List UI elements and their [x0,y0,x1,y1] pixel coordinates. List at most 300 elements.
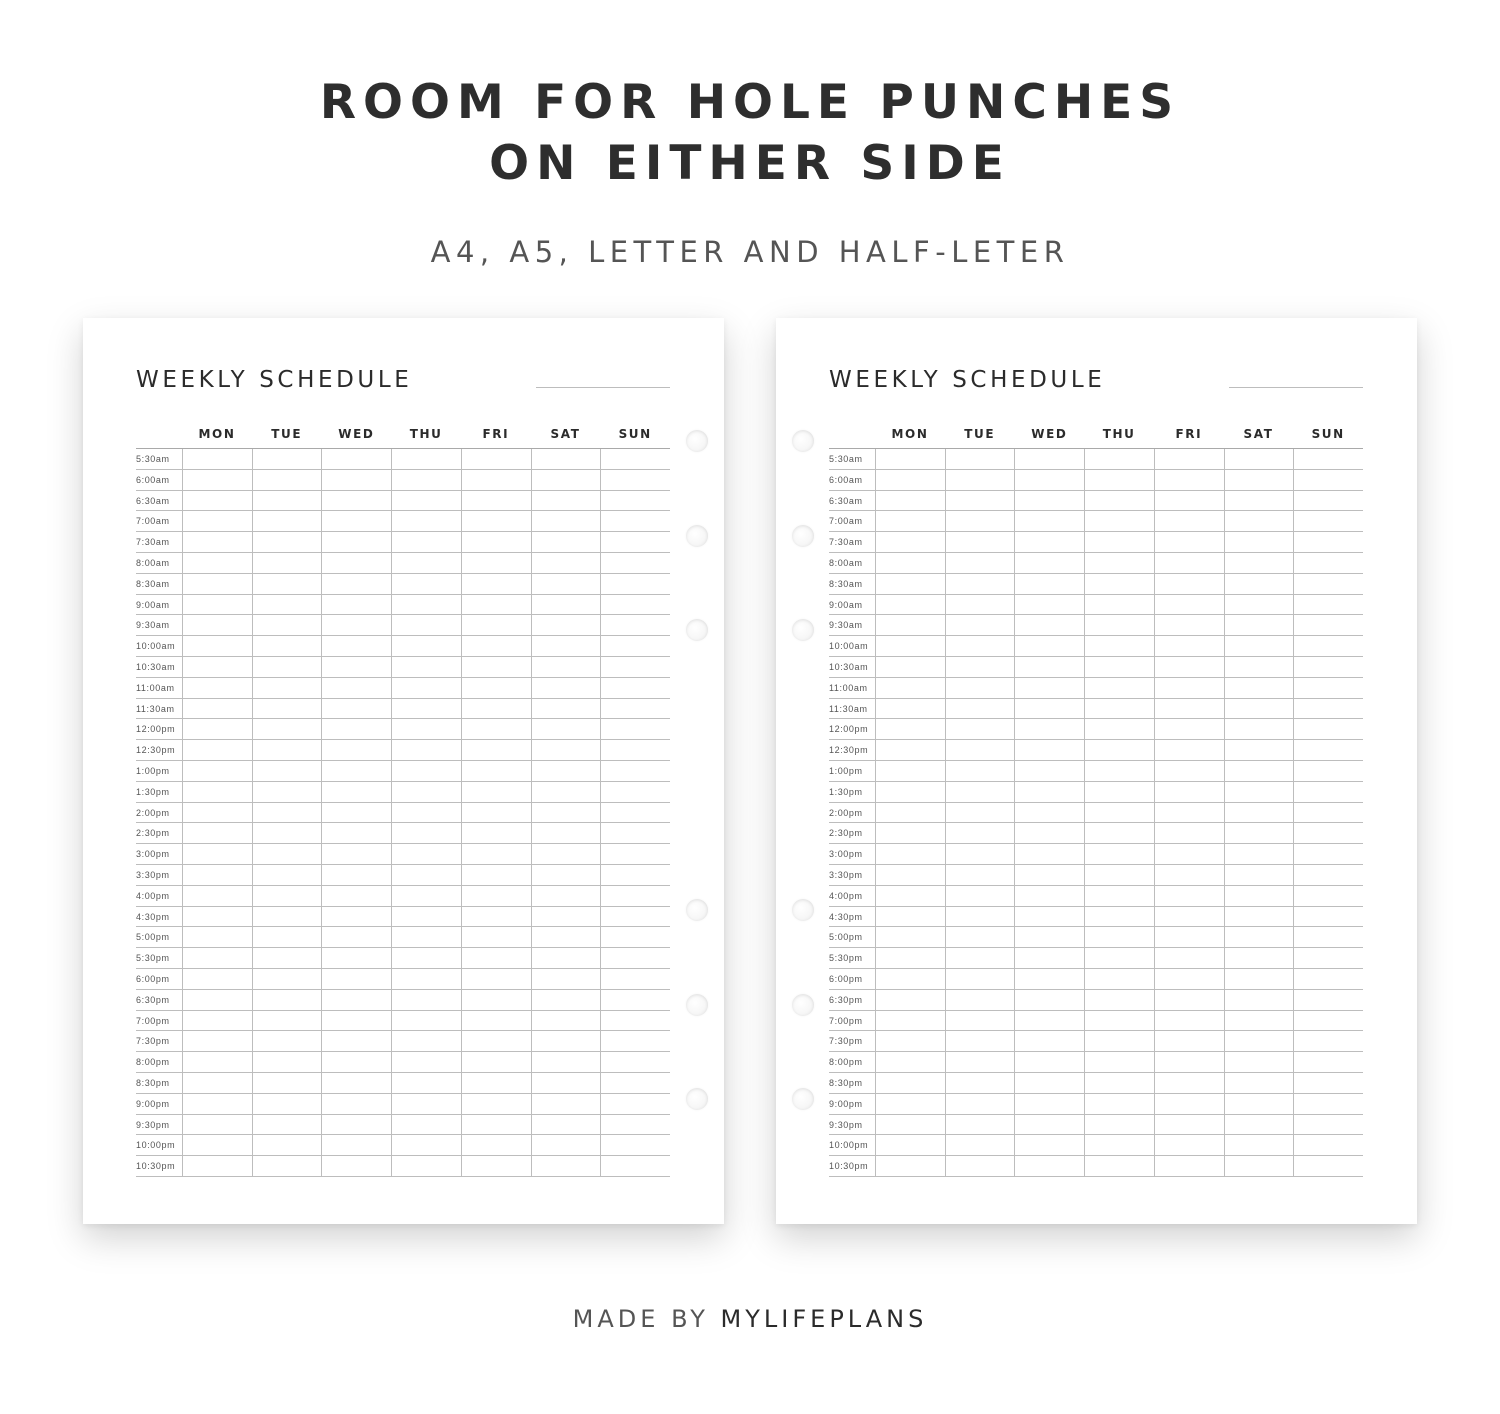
schedule-cell-sat [531,803,601,823]
schedule-cell-sun [600,1156,670,1176]
schedule-cell-thu [391,782,461,802]
schedule-cell-mon [182,990,252,1010]
planner-sheet-right [776,318,1417,1224]
schedule-cell-sun [600,803,670,823]
time-row [136,595,670,616]
schedule-cell-sat [531,823,601,843]
time-row [829,595,1363,616]
schedule-cell-sun [600,449,670,469]
schedule-cell-fri [461,823,531,843]
weekly-schedule-grid [136,418,670,1177]
punch-hole-icon [792,430,814,452]
schedule-cell-wed [1014,1073,1084,1093]
schedule-cell-fri [1154,470,1224,490]
schedule-cell-thu [391,1115,461,1135]
schedule-cell-sun [600,948,670,968]
schedule-cell-fri [1154,907,1224,927]
schedule-cell-sun [600,782,670,802]
schedule-cell-thu [1084,865,1154,885]
schedule-cell-sun [1293,948,1363,968]
schedule-cell-thu [1084,1156,1154,1176]
schedule-cell-mon [875,844,945,864]
footer-prefix: MADE BY [572,1305,709,1333]
punch-hole-icon [792,1088,814,1110]
schedule-cell-wed [1014,1135,1084,1155]
schedule-cell-tue [945,1073,1015,1093]
schedule-cell-sun [1293,449,1363,469]
time-row [829,1073,1363,1094]
time-label: 2:00pm [136,807,170,818]
schedule-cell-sun [600,1135,670,1155]
schedule-cell-tue [252,1073,322,1093]
schedule-cell-sun [1293,740,1363,760]
schedule-cell-thu [391,1052,461,1072]
schedule-cell-thu [391,761,461,781]
schedule-cell-sat [1224,1031,1294,1051]
schedule-cell-thu [391,449,461,469]
schedule-cell-thu [1084,615,1154,635]
schedule-cell-sat [1224,1115,1294,1135]
schedule-cell-fri [461,1135,531,1155]
schedule-cell-thu [1084,1115,1154,1135]
sheet-title: WEEKLY SCHEDULE [829,367,1106,393]
planner-sheet-left [83,318,724,1224]
schedule-cell-sun [1293,782,1363,802]
schedule-cell-fri [461,761,531,781]
schedule-cell-sun [1293,886,1363,906]
schedule-cell-fri [1154,1156,1224,1176]
day-header-row [136,418,670,448]
schedule-cell-sat [531,553,601,573]
time-label: 1:00pm [829,765,863,776]
time-label: 6:30am [829,495,863,506]
schedule-cell-thu [1084,823,1154,843]
schedule-cell-tue [252,1011,322,1031]
schedule-cell-sat [1224,678,1294,698]
schedule-cell-tue [945,511,1015,531]
schedule-cell-sun [600,1073,670,1093]
time-row [829,761,1363,782]
day-header-mon: MON [891,427,929,441]
schedule-cell-thu [391,844,461,864]
schedule-cell-sat [531,511,601,531]
schedule-cell-tue [945,761,1015,781]
title-writing-line [536,387,670,388]
time-row [829,1094,1363,1115]
schedule-cell-mon [875,927,945,947]
schedule-cell-mon [875,553,945,573]
schedule-cell-fri [1154,615,1224,635]
schedule-cell-fri [461,927,531,947]
time-row [136,1094,670,1115]
schedule-cell-tue [945,865,1015,885]
time-label: 8:30am [136,578,170,589]
time-label: 10:30am [829,661,869,672]
schedule-cell-sat [1224,1135,1294,1155]
schedule-cell-sat [531,636,601,656]
schedule-cell-sun [600,532,670,552]
schedule-cell-thu [391,719,461,739]
time-label: 3:30pm [829,869,863,880]
schedule-cell-wed [1014,636,1084,656]
schedule-cell-sat [531,1011,601,1031]
schedule-cell-fri [1154,740,1224,760]
schedule-cell-thu [391,615,461,635]
headline-line-2: ON EITHER SIDE [489,136,1011,191]
schedule-cell-sun [1293,1011,1363,1031]
time-label: 4:00pm [136,890,170,901]
schedule-cell-sat [1224,470,1294,490]
schedule-cell-thu [1084,719,1154,739]
time-row [136,1115,670,1136]
time-row [829,844,1363,865]
schedule-cell-mon [182,1156,252,1176]
time-row [136,823,670,844]
time-label: 1:30pm [136,786,170,797]
schedule-cell-sat [1224,948,1294,968]
time-row [136,1052,670,1073]
schedule-cell-sat [1224,1156,1294,1176]
time-row [136,782,670,803]
schedule-cell-fri [1154,553,1224,573]
time-row [829,511,1363,532]
schedule-cell-sun [600,927,670,947]
schedule-cell-thu [391,1073,461,1093]
schedule-cell-sun [1293,1135,1363,1155]
schedule-cell-sat [531,844,601,864]
schedule-cell-mon [875,865,945,885]
schedule-cell-wed [321,782,391,802]
schedule-cell-tue [945,699,1015,719]
schedule-cell-tue [945,574,1015,594]
time-row [136,761,670,782]
time-label: 4:00pm [829,890,863,901]
schedule-cell-tue [945,595,1015,615]
schedule-cell-fri [1154,927,1224,947]
schedule-cell-wed [321,969,391,989]
schedule-cell-thu [391,636,461,656]
schedule-cell-sat [1224,532,1294,552]
schedule-cell-sat [1224,553,1294,573]
schedule-cell-fri [461,574,531,594]
time-row [136,574,670,595]
schedule-cell-sun [1293,553,1363,573]
schedule-cell-sun [600,1052,670,1072]
schedule-cell-thu [391,1135,461,1155]
day-header-tue: TUE [964,427,996,441]
schedule-cell-wed [1014,553,1084,573]
schedule-cell-wed [321,990,391,1010]
schedule-cell-fri [461,699,531,719]
schedule-cell-sat [531,1115,601,1135]
schedule-cell-sun [600,636,670,656]
time-label: 7:30am [829,537,863,548]
time-label: 6:00pm [136,973,170,984]
time-row [136,948,670,969]
schedule-cell-fri [1154,865,1224,885]
schedule-cell-tue [252,803,322,823]
schedule-cell-sat [1224,615,1294,635]
time-label: 10:30pm [829,1161,869,1172]
schedule-cell-tue [945,740,1015,760]
schedule-cell-sun [1293,990,1363,1010]
schedule-cell-mon [182,595,252,615]
schedule-cell-fri [1154,823,1224,843]
time-row [136,907,670,928]
schedule-cell-fri [461,1094,531,1114]
schedule-cell-fri [461,740,531,760]
schedule-cell-wed [1014,1115,1084,1135]
schedule-cell-mon [182,657,252,677]
time-row [829,470,1363,491]
schedule-cell-mon [182,491,252,511]
schedule-cell-thu [1084,1073,1154,1093]
punch-hole-icon [686,899,708,921]
weekly-schedule-grid [829,418,1363,1177]
schedule-cell-fri [461,678,531,698]
schedule-cell-sat [531,699,601,719]
time-row [136,511,670,532]
schedule-cell-fri [1154,948,1224,968]
time-row [136,1135,670,1156]
schedule-cell-mon [875,491,945,511]
time-label: 9:30am [136,620,170,631]
schedule-cell-thu [1084,553,1154,573]
time-label: 5:00pm [136,932,170,943]
schedule-cell-sat [531,595,601,615]
time-label: 6:00am [136,474,170,485]
schedule-cell-sat [1224,927,1294,947]
time-label: 2:30pm [829,828,863,839]
schedule-cell-fri [1154,803,1224,823]
punch-hole-icon [686,1088,708,1110]
schedule-cell-thu [391,865,461,885]
schedule-cell-sun [600,719,670,739]
schedule-cell-mon [182,719,252,739]
time-row [829,1052,1363,1073]
schedule-cell-mon [182,761,252,781]
schedule-cell-sat [1224,511,1294,531]
schedule-cell-thu [1084,927,1154,947]
time-row [136,657,670,678]
schedule-cell-wed [321,678,391,698]
schedule-cell-wed [321,1135,391,1155]
schedule-cell-thu [391,553,461,573]
schedule-cell-sun [600,491,670,511]
schedule-cell-wed [321,761,391,781]
schedule-cell-sat [1224,719,1294,739]
schedule-cell-wed [321,1115,391,1135]
schedule-cell-thu [1084,803,1154,823]
day-header-row [829,418,1363,448]
schedule-cell-fri [461,719,531,739]
schedule-cell-fri [461,470,531,490]
schedule-cell-wed [321,719,391,739]
schedule-cell-mon [182,532,252,552]
time-label: 8:00am [829,557,863,568]
schedule-cell-thu [1084,699,1154,719]
schedule-cell-thu [1084,595,1154,615]
schedule-cell-tue [945,1135,1015,1155]
schedule-cell-tue [945,532,1015,552]
schedule-cell-sun [600,657,670,677]
schedule-cell-wed [1014,761,1084,781]
schedule-cell-thu [391,907,461,927]
subheadline: A4, A5, LETTER AND HALF-LETER [430,235,1070,269]
time-row [136,553,670,574]
schedule-cell-tue [252,907,322,927]
schedule-cell-sat [531,532,601,552]
schedule-cell-mon [182,803,252,823]
schedule-cell-mon [875,574,945,594]
time-label: 9:30pm [136,1119,170,1130]
time-label: 7:00am [829,516,863,527]
schedule-cell-tue [252,574,322,594]
schedule-cell-tue [252,699,322,719]
schedule-cell-tue [945,615,1015,635]
schedule-cell-mon [875,511,945,531]
schedule-cell-mon [182,636,252,656]
schedule-cell-tue [945,844,1015,864]
time-label: 3:30pm [136,869,170,880]
time-label: 12:30pm [136,745,176,756]
schedule-cell-tue [252,1052,322,1072]
schedule-cell-wed [1014,574,1084,594]
time-label: 8:00am [136,557,170,568]
schedule-cell-thu [1084,511,1154,531]
schedule-cell-thu [1084,844,1154,864]
time-label: 9:30am [829,620,863,631]
schedule-cell-wed [321,740,391,760]
schedule-cell-tue [252,865,322,885]
schedule-cell-sun [1293,491,1363,511]
schedule-cell-sun [1293,595,1363,615]
schedule-cell-sun [1293,657,1363,677]
time-label: 10:30am [136,661,176,672]
schedule-cell-fri [461,907,531,927]
time-row [136,636,670,657]
schedule-cell-mon [875,470,945,490]
schedule-cell-sun [600,761,670,781]
schedule-cell-sun [1293,761,1363,781]
punch-hole-icon [686,430,708,452]
schedule-cell-mon [875,782,945,802]
day-header-sat: SAT [550,427,581,441]
schedule-cell-sun [600,740,670,760]
schedule-cell-sat [1224,823,1294,843]
punch-hole-icon [686,994,708,1016]
time-row [136,699,670,720]
schedule-cell-fri [461,657,531,677]
schedule-cell-thu [391,699,461,719]
schedule-cell-tue [945,678,1015,698]
schedule-cell-sat [1224,1073,1294,1093]
schedule-cell-mon [875,761,945,781]
schedule-cell-mon [875,719,945,739]
time-label: 7:30pm [829,1036,863,1047]
schedule-cell-mon [875,1011,945,1031]
schedule-cell-wed [1014,1156,1084,1176]
schedule-cell-wed [1014,1052,1084,1072]
time-row [829,823,1363,844]
schedule-cell-sat [1224,969,1294,989]
schedule-cell-fri [1154,532,1224,552]
punch-hole-icon [792,994,814,1016]
time-row [136,491,670,512]
schedule-cell-fri [461,1073,531,1093]
schedule-cell-sat [531,449,601,469]
schedule-cell-wed [321,574,391,594]
schedule-cell-mon [182,907,252,927]
schedule-cell-fri [461,553,531,573]
schedule-cell-fri [1154,1073,1224,1093]
schedule-cell-mon [875,1052,945,1072]
schedule-cell-wed [321,844,391,864]
time-label: 4:30pm [829,911,863,922]
schedule-cell-sun [1293,1115,1363,1135]
schedule-cell-sat [531,740,601,760]
time-label: 5:30pm [829,953,863,964]
schedule-cell-sat [531,990,601,1010]
schedule-cell-wed [321,803,391,823]
sheet-title: WEEKLY SCHEDULE [136,367,413,393]
schedule-cell-mon [875,1073,945,1093]
schedule-cell-wed [1014,927,1084,947]
time-label: 10:00pm [829,1140,869,1151]
schedule-cell-tue [252,948,322,968]
schedule-cell-sun [600,969,670,989]
time-row [136,740,670,761]
time-row [136,844,670,865]
time-row [829,532,1363,553]
schedule-cell-tue [252,657,322,677]
schedule-cell-thu [1084,761,1154,781]
schedule-cell-wed [1014,511,1084,531]
schedule-cell-mon [875,532,945,552]
schedule-cell-sat [531,761,601,781]
day-header-tue: TUE [271,427,303,441]
schedule-cell-sun [1293,1031,1363,1051]
schedule-cell-wed [321,553,391,573]
time-label: 10:00am [136,641,176,652]
schedule-cell-sun [1293,1156,1363,1176]
schedule-cell-wed [1014,907,1084,927]
time-label: 6:30pm [136,994,170,1005]
schedule-cell-sat [1224,740,1294,760]
schedule-cell-fri [461,1156,531,1176]
schedule-cell-sun [1293,969,1363,989]
schedule-cell-mon [182,1135,252,1155]
schedule-cell-sat [1224,449,1294,469]
schedule-cell-thu [1084,657,1154,677]
schedule-cell-wed [1014,699,1084,719]
schedule-cell-wed [1014,823,1084,843]
day-header-wed: WED [338,427,375,441]
schedule-cell-mon [875,449,945,469]
schedule-cell-mon [875,1135,945,1155]
schedule-cell-sat [1224,595,1294,615]
schedule-cell-sun [1293,1094,1363,1114]
time-label: 4:30pm [136,911,170,922]
time-label: 11:00am [829,682,868,693]
schedule-cell-tue [945,990,1015,1010]
schedule-cell-wed [321,615,391,635]
schedule-cell-tue [945,1031,1015,1051]
schedule-cell-fri [461,948,531,968]
schedule-cell-thu [391,595,461,615]
schedule-cell-sun [600,574,670,594]
schedule-cell-fri [1154,699,1224,719]
